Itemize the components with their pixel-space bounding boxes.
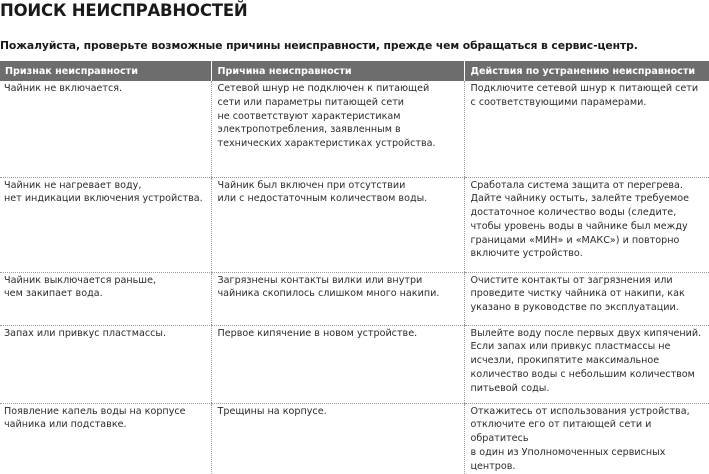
table-row: [0, 272, 709, 325]
cause-cell: Сетевой шнур не подключен к питающей сети или параметры питающей сети не соответствуют характеристикам электропотребления, заявленным в технических характеристиках устройства.: [211, 81, 464, 177]
header-cause: Причина неисправности: [211, 61, 464, 81]
symptom-cell: Запах или привкус пластмассы.: [0, 325, 211, 403]
table-header-row: [0, 61, 709, 81]
header-symptom: Признак неисправности: [0, 61, 211, 81]
cause-cell: Первое кипячение в новом устройстве.: [211, 325, 464, 403]
action-cell: Подключите сетевой шнур к питающей сети с соответствующими парамерами.: [464, 81, 709, 177]
symptom-cell: Чайник не включается.: [0, 81, 211, 177]
table-row: [0, 325, 709, 403]
symptom-cell: Чайник выключается раньше, чем закипает вода.: [0, 272, 211, 325]
cause-cell: Чайник был включен при отсутствии или с недостаточным количеством воды.: [211, 177, 464, 272]
table-row: [0, 403, 709, 474]
action-cell: Сработала система защита от перегрева. Дайте чайнику остыть, залейте требуемое достаточное количество воды (следите, чтобы уровень воды в чайнике был между границами «МИН» и «МАКС») и повторно включите устройство.: [464, 177, 709, 272]
cause-cell: Загрязнены контакты вилки или внутри чайника скопилось слишком много накипи.: [211, 272, 464, 325]
symptom-cell: Чайник не нагревает воду, нет индикации включения устройства.: [0, 177, 211, 272]
cause-cell: Трещины на корпусе.: [211, 403, 464, 474]
table-row: [0, 81, 709, 177]
action-cell: Вылейте воду после первых двух кипячений. Если запах или привкус пластмассы не исчезли, прокипятите максимальное количество воды с небольшим количеством питьевой соды.: [464, 325, 709, 403]
troubleshooting-table: [0, 61, 709, 474]
action-cell: Очистите контакты от загрязнения или проведите чистку чайника от накипи, как указано в руководстве по эксплуатации.: [464, 272, 709, 325]
page-subtitle: Пожалуйста, проверьте возможные причины неисправности, прежде чем обращаться в сервис-центр.: [0, 39, 638, 52]
header-action: Действия по устранению неисправности: [464, 61, 709, 81]
table-row: [0, 177, 709, 272]
page-title: ПОИСК НЕИСПРАВНОСТЕЙ: [0, 1, 248, 20]
symptom-cell: Появление капель воды на корпусе чайника или подставке.: [4, 405, 186, 431]
action-cell: Откажитесь от использования устройства, отключите его от питающей сети и обратитесь в один из Уполномоченных сервисных центров.: [464, 403, 709, 474]
